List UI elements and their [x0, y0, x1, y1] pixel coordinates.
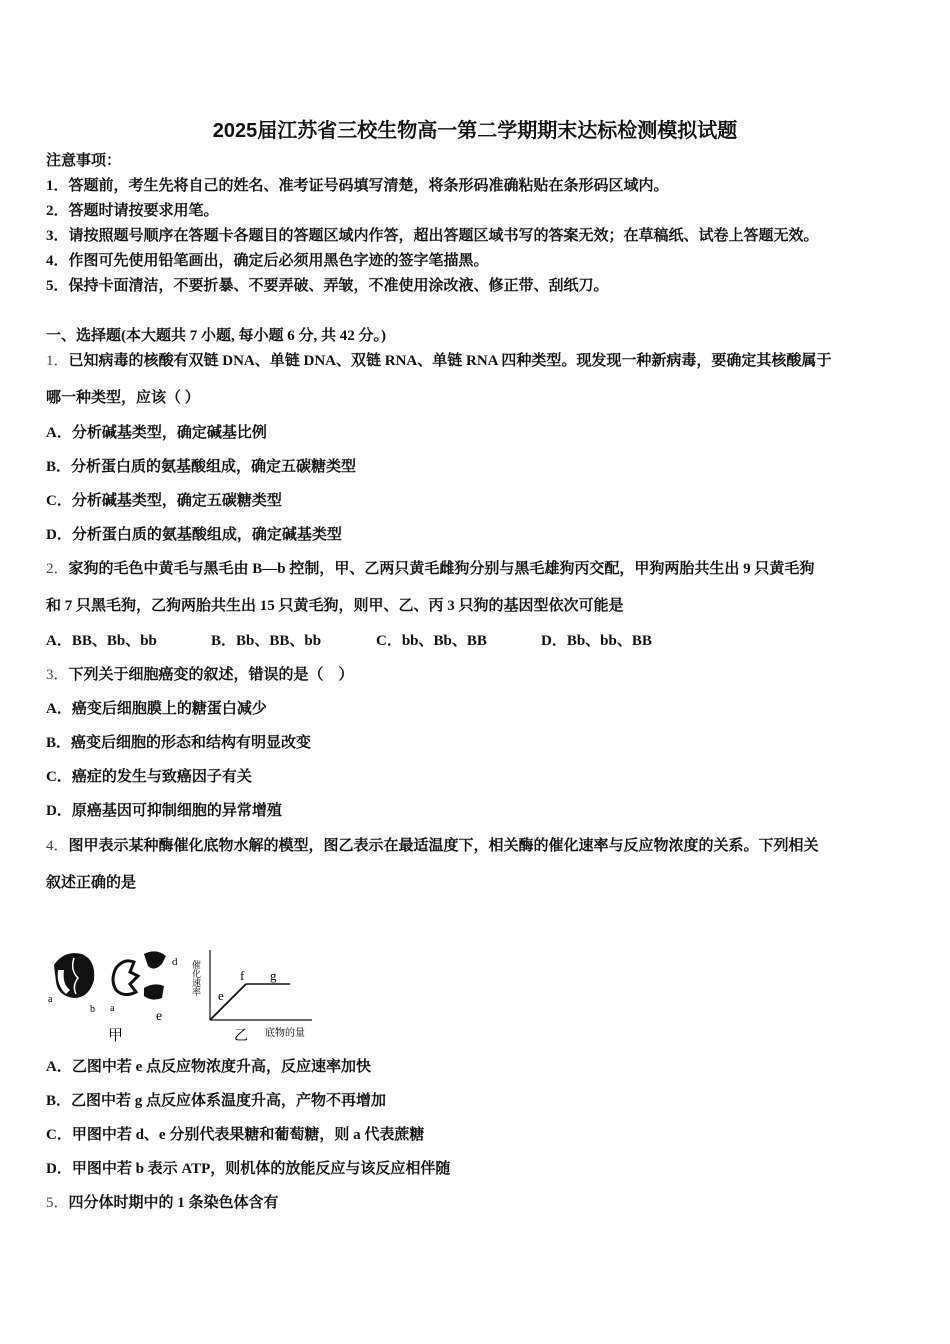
product-d-shape: [144, 951, 166, 968]
question-5: [46, 1193, 279, 1213]
option: D．Bb、bb、BB: [541, 633, 652, 649]
question-number: 4．: [46, 838, 69, 854]
option: C．bb、Bb、BB: [376, 633, 487, 649]
enzyme-figure: [44, 940, 324, 1050]
point-label: g: [270, 968, 277, 983]
question-number: 3．: [46, 667, 69, 683]
question-number: 2．: [46, 561, 69, 577]
option: B．癌变后细胞的形态和结构有明显改变: [46, 735, 312, 751]
option: A．BB、Bb、bb: [46, 633, 157, 649]
notice-heading: 注意事项：: [46, 153, 122, 169]
question-text: 和 7 只黑毛狗，乙狗两胎共生出 15 只黄毛狗，则甲、乙、丙 3 只狗的基因型依次可能是: [46, 598, 624, 614]
figure-label: a: [110, 1003, 115, 1014]
option: D．原癌基因可抑制细胞的异常增殖: [46, 803, 282, 819]
option: A．乙图中若 e 点反应物浓度升高，反应速率加快: [46, 1059, 371, 1075]
notice-item: 4．作图可先使用铅笔画出，确定后必须用黑色字迹的签字笔描黑。: [46, 253, 489, 269]
page-title: 2025届江苏省三校生物高一第二学期期末达标检测模拟试题: [212, 120, 738, 142]
figure-yi-label: 乙: [234, 1029, 248, 1044]
question-2: [46, 559, 814, 579]
rate-curve-rise: [210, 984, 246, 1020]
option: B．Bb、BB、bb: [211, 633, 322, 649]
question-number: 1．: [46, 353, 69, 369]
x-axis-label: 底物的量: [265, 1028, 305, 1039]
notice-item: 5．保持卡面清洁，不要折暴、不要弄破、弄皱，不准使用涂改液、修正带、刮纸刀。: [46, 278, 609, 294]
figure-label: a: [48, 994, 53, 1005]
option: B．分析蛋白质的氨基酸组成，确定五碳糖类型: [46, 459, 357, 475]
option: D．甲图中若 b 表示 ATP，则机体的放能反应与该反应相伴随: [46, 1161, 451, 1177]
point-label: e: [218, 988, 224, 1003]
figure-label: b: [90, 1004, 95, 1015]
notice-item: 1．答题前，考生先将自己的姓名、准考证号码填写清楚，将条形码准确粘贴在条形码区域内。: [46, 178, 669, 194]
product-e-shape: [144, 984, 164, 999]
notice-item: 2．答题时请按要求用笔。: [46, 203, 219, 219]
figure-label: e: [156, 1009, 163, 1024]
option: C．癌症的发生与致癌因子有关: [46, 769, 252, 785]
option: C．甲图中若 d、e 分别代表果糖和葡萄糖，则 a 代表蔗糖: [46, 1127, 425, 1143]
options-row: [46, 631, 706, 651]
option: A．癌变后细胞膜上的糖蛋白减少: [46, 701, 267, 717]
question-text: 已知病毒的核酸有双链 DNA、单链 DNA、双链 RNA、单链 RNA 四种类型。现发现一种新病毒，要确定其核酸属于: [68, 353, 832, 369]
question-4: [46, 836, 819, 856]
point-label: f: [240, 968, 245, 983]
notice-item: 3．请按照题号顺序在答题卡各题目的答题区域内作答，超出答题区域书写的答案无效；在草稿纸、试卷上答题无效。: [46, 228, 819, 244]
question-text: 图甲表示某种酶催化底物水解的模型，图乙表示在最适温度下，相关酶的催化速率与反应物浓度的关系。下列相关: [68, 838, 819, 854]
option: B．乙图中若 g 点反应体系温度升高，产物不再增加: [46, 1093, 387, 1109]
section-heading: 一、选择题(本大题共 7 小题, 每小题 6 分, 共 42 分。): [46, 328, 386, 344]
option: A．分析碱基类型，确定碱基比例: [46, 425, 267, 441]
y-axis-label: 催化速率: [191, 960, 201, 996]
question-text: 叙述正确的是: [46, 875, 137, 891]
question-3: [46, 665, 354, 685]
figure-label: d: [172, 956, 178, 968]
question-number: 5．: [46, 1195, 69, 1211]
option: D．分析蛋白质的氨基酸组成，确定碱基类型: [46, 527, 342, 543]
question-text: 家狗的毛色中黄毛与黑毛由 B—b 控制，甲、乙两只黄毛雌狗分别与黑毛雄狗丙交配，甲狗两胎共生出 9 只黄毛狗: [68, 561, 815, 577]
enzyme-shape: [113, 961, 138, 995]
figure-jia-label: 甲: [108, 1028, 124, 1044]
question-text: 四分体时期中的 1 条染色体含有: [68, 1195, 279, 1211]
question-text: 哪一种类型，应该（ ）: [46, 390, 200, 406]
question-text: 下列关于细胞癌变的叙述，错误的是（ ）: [68, 667, 354, 683]
question-1: [46, 351, 831, 371]
option: C．分析碱基类型，确定五碳糖类型: [46, 493, 282, 509]
